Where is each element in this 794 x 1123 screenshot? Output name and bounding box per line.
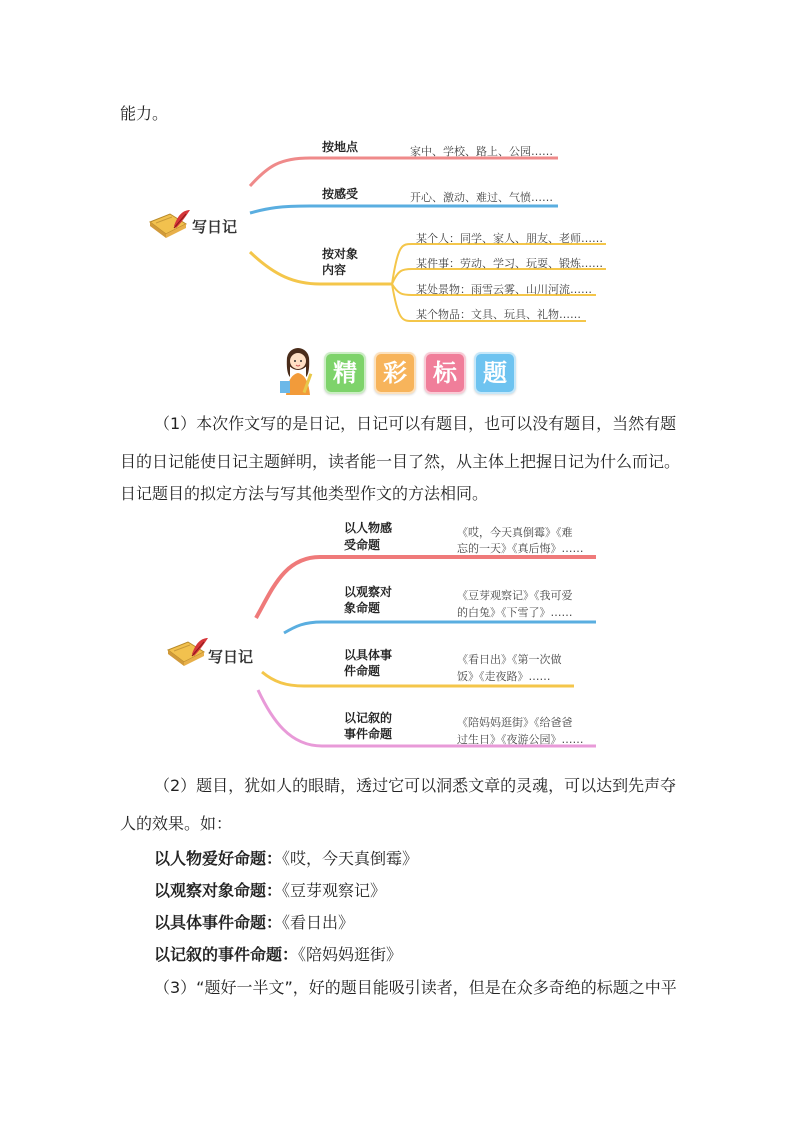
example-value: 《陪妈妈逛街》 [298, 945, 403, 964]
example-value: 《哎，今天真倒霉》 [282, 849, 419, 868]
branch2-label-event-1: 以具体事 [344, 648, 393, 662]
para1-line-1: （1）本次作文写的是日记，日记可以有题目，也可以没有题目，当然有题 [154, 414, 677, 433]
branch2-label-feeling-1: 以人物感 [344, 521, 393, 535]
branch-detail-feeling: 开心、激动、难过、气愤…… [410, 191, 553, 204]
example-line [154, 878, 386, 901]
sub-branch-person: 某个人：同学、家人、朋友、老师…… [416, 232, 603, 245]
branch2-detail-narrative-1: 《陪妈妈逛街》《给爸爸 [457, 716, 573, 729]
branch-label-location: 按地点 [322, 140, 359, 154]
text-line: 能力。 [120, 104, 169, 123]
mindmap-root-label: 写日记 [192, 218, 238, 236]
example-label: 以具体事件命题： [154, 913, 283, 932]
branch-label-object-line2: 内容 [322, 263, 347, 277]
para2-line-1: （2）题目，犹如人的眼睛，透过它可以洞悉文章的灵魂，可以达到先声夺 [154, 776, 677, 795]
branch2-detail-event-2: 饭》《走夜路》…… [457, 670, 551, 683]
example-line [154, 910, 354, 933]
example-label: 以人物爱好命题： [154, 849, 283, 868]
branch2-detail-observe-2: 的白兔》《下雪了》…… [457, 606, 573, 619]
banner-char-4: 题 [474, 352, 516, 394]
para1-line-2: 目的日记能使日记主题鲜明，读者能一目了然，从主体上把握日记为什么而记。 [120, 452, 681, 471]
para2-line-2: 人的效果。如： [120, 814, 233, 833]
branch2-detail-narrative-2: 过生日》《夜游公园》…… [457, 733, 584, 746]
banner-char-1: 精 [324, 352, 366, 394]
branch2-label-narrative-2: 事件命题 [344, 727, 393, 741]
branch-label-object-line1: 按对象 [322, 247, 359, 261]
branch2-label-feeling-2: 受命题 [344, 538, 381, 552]
book-quill-icon [164, 636, 210, 670]
banner-char-2: 彩 [374, 352, 416, 394]
para3-line-1: （3）“题好一半文”，好的题目能吸引读者，但是在众多奇绝的标题之中平 [154, 978, 677, 997]
example-line [154, 846, 418, 869]
example-value: 《看日出》 [282, 913, 355, 932]
branch-label-feeling: 按感受 [322, 187, 359, 201]
branch2-label-event-2: 件命题 [344, 664, 381, 678]
sub-branch-event: 某件事：劳动、学习、玩耍、锻炼…… [416, 257, 603, 270]
branch2-label-observe-1: 以观察对 [344, 585, 393, 599]
branch-detail-location: 家中、学校、路上、公园…… [410, 145, 553, 158]
para1-line-3: 日记题目的拟定方法与写其他类型作文的方法相同。 [120, 484, 489, 503]
example-line [154, 942, 402, 965]
mindmap-root-label: 写日记 [208, 648, 254, 666]
branch2-detail-event-1: 《看日出》《第一次做 [457, 653, 562, 666]
example-label: 以记叙的事件命题： [154, 945, 299, 964]
banner-char-3: 标 [424, 352, 466, 394]
branch2-label-observe-2: 象命题 [344, 601, 381, 615]
branch2-detail-observe-1: 《豆芽观察记》《我可爱 [457, 589, 573, 602]
branch2-label-narrative-1: 以记叙的 [344, 711, 393, 725]
branch2-detail-feeling-1: 《哎，今天真倒霉》《难 [457, 526, 573, 539]
sub-branch-object: 某个物品：文具、玩具、礼物…… [416, 308, 581, 321]
example-value: 《豆芽观察记》 [282, 881, 387, 900]
example-label: 以观察对象命题： [154, 881, 283, 900]
sub-branch-scenery: 某处景物：雨雪云雾、山川河流…… [416, 283, 592, 296]
branch2-detail-feeling-2: 忘的一天》《真后悔》…… [457, 542, 584, 555]
